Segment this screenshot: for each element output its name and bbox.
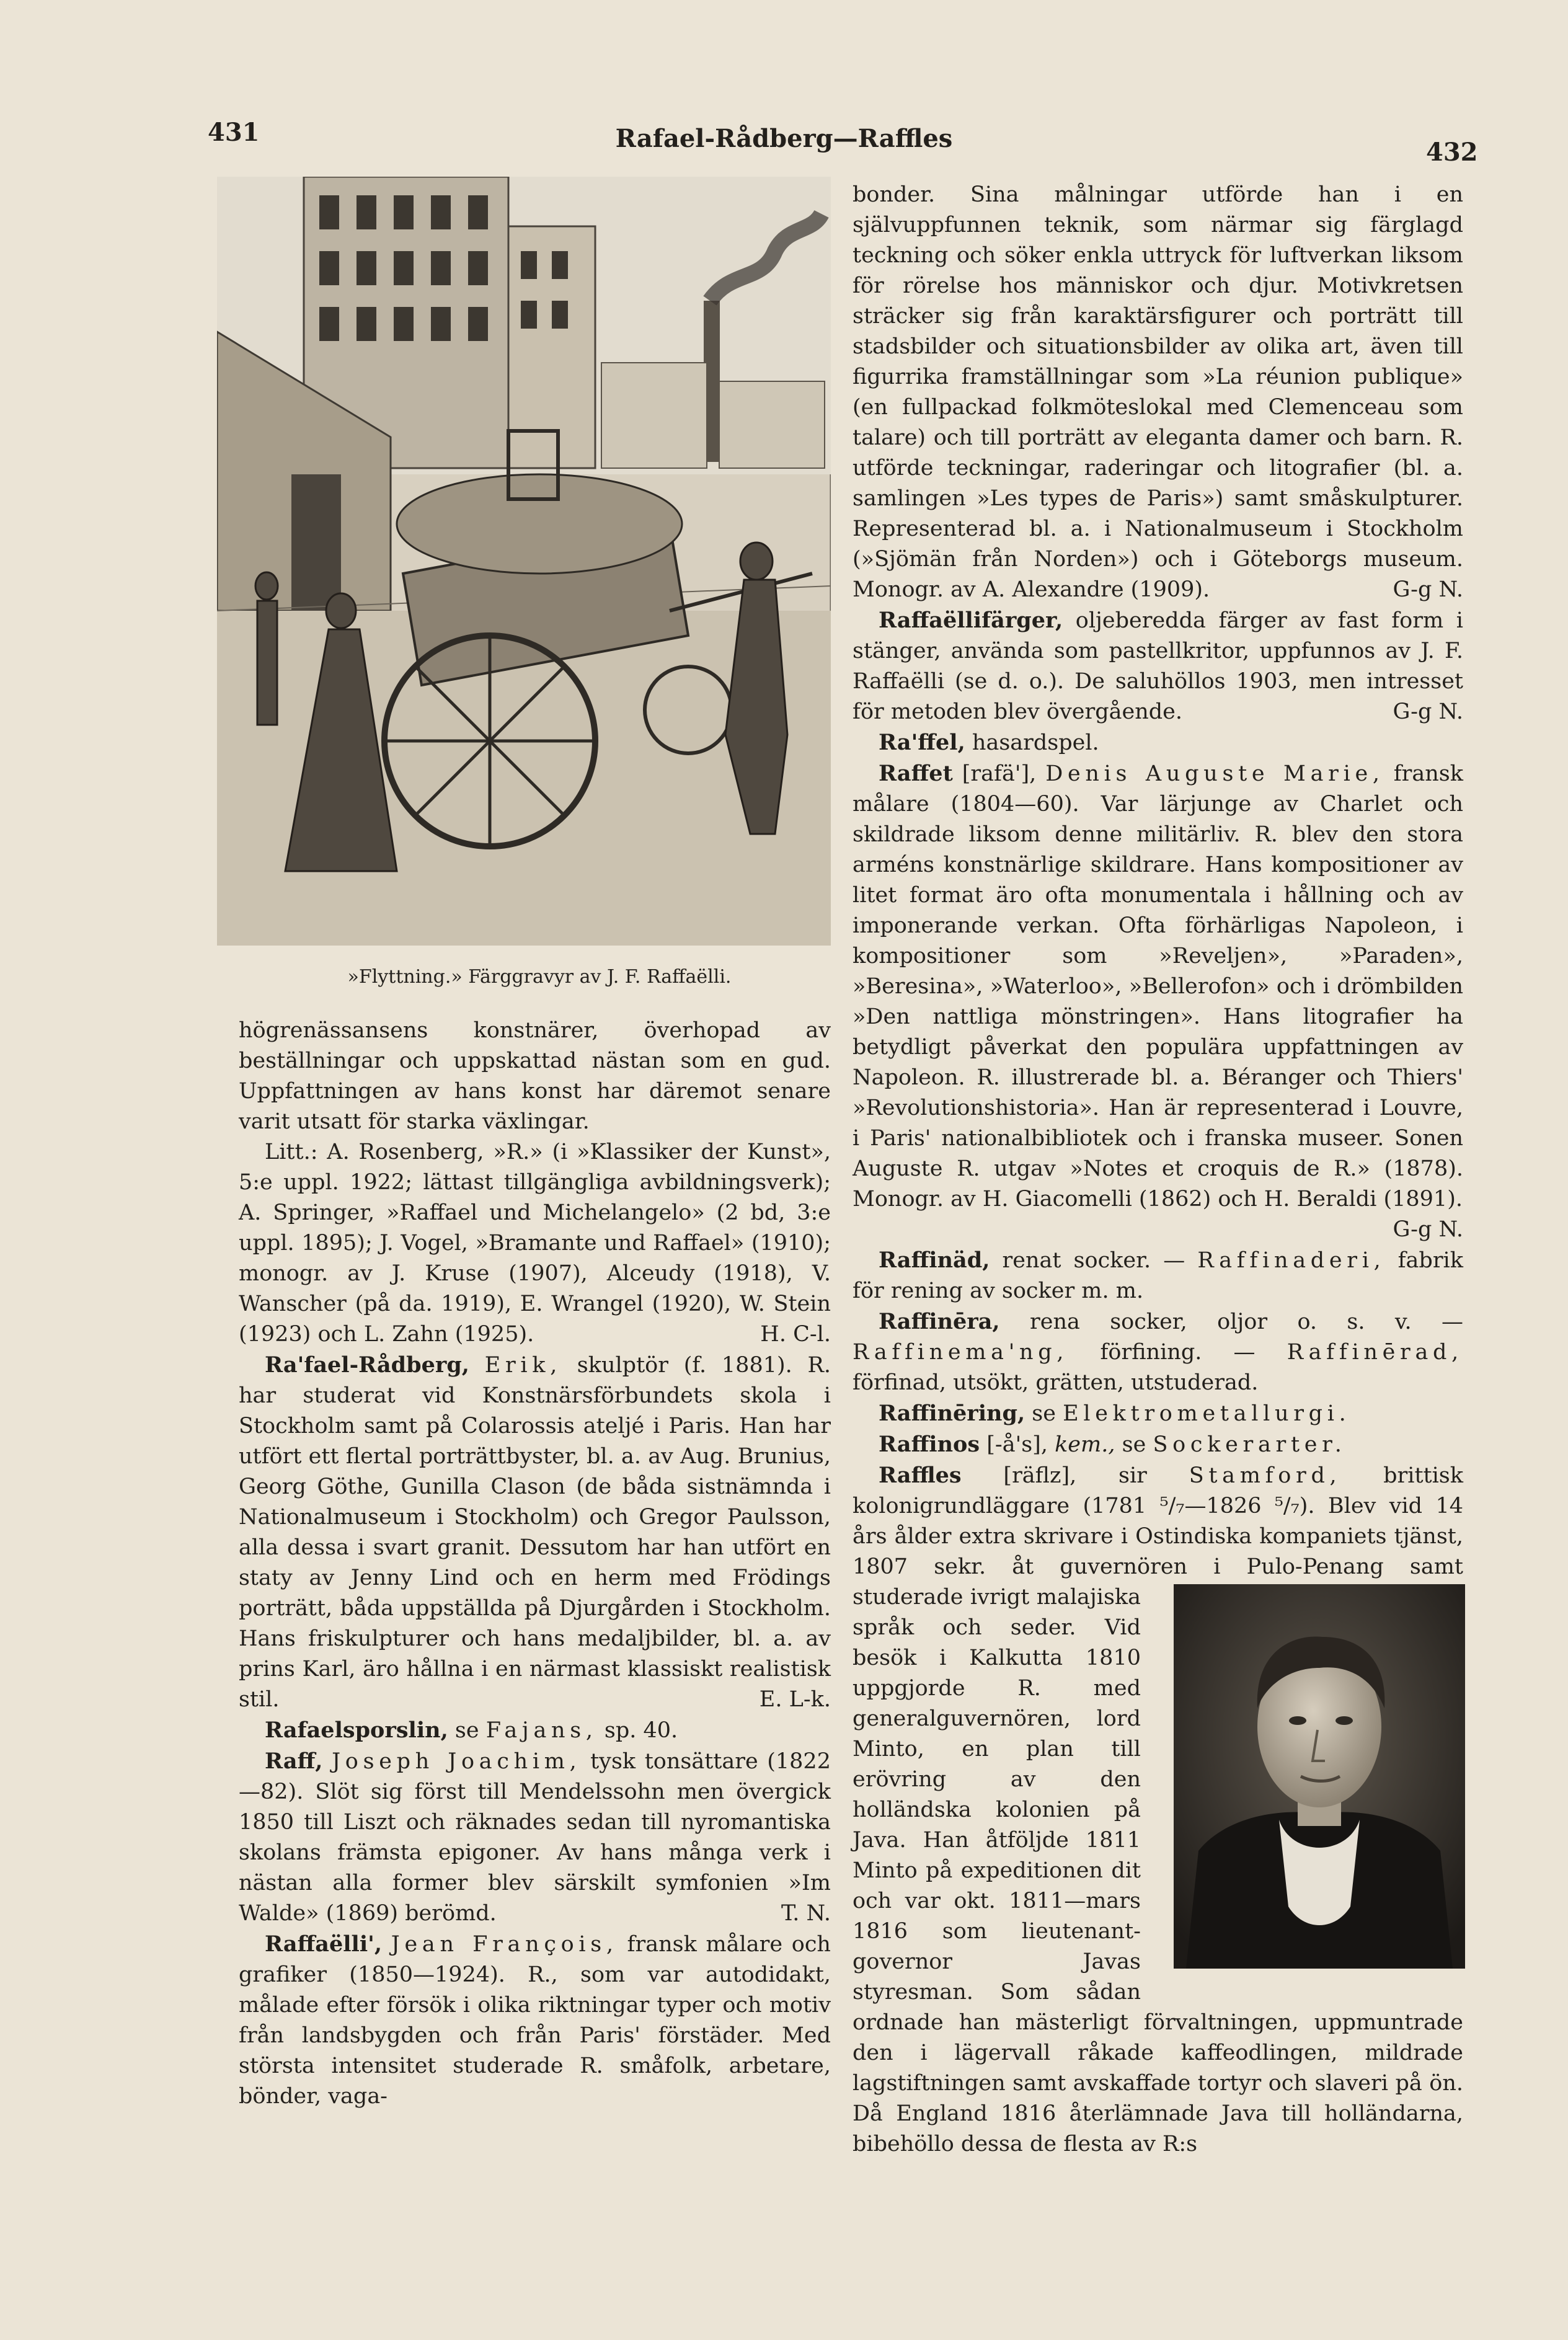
headword: Raffet	[879, 761, 953, 786]
entry-raffinera	[853, 1306, 1463, 1398]
entry-raffinad	[853, 1245, 1463, 1306]
entry-text: fransk målare och grafiker (1850—1924). R., som var autodidakt, målade efter försök i olika riktningar typer och motiv från landsbygden och från Paris' förstäder. Med största intensitet studerade R. småfolk, arbetare, bönder, vaga-	[239, 1932, 831, 2109]
entry-text: rena socker, oljor o. s. v. —	[1030, 1310, 1463, 1334]
person-name: Joseph Joachim,	[332, 1749, 582, 1774]
entry-text: hasardspel.	[972, 730, 1099, 755]
running-head: Rafael-Rådberg—Raffles	[615, 124, 953, 153]
headword: Ra'ffel,	[879, 730, 965, 755]
pronunciation: [-å's],	[986, 1432, 1048, 1457]
person-name: Denis Auguste Marie,	[1045, 761, 1384, 786]
entry-raffet	[853, 758, 1463, 1242]
entry-text: sp. 40.	[604, 1718, 678, 1743]
entry-text: oljeberedda färger av fast form i stänger, använda som pastellkritor, uppfunnos av J. F. Raffaëlli (se d. o.). De saluhöllos 1903, men intresset för metoden blev övergående.	[853, 608, 1463, 724]
cross-reference: Sockerarter.	[1153, 1432, 1347, 1457]
cross-reference: Raffinērad,	[1287, 1340, 1463, 1365]
headword: Raffinäd,	[879, 1248, 990, 1273]
entry-text: brittisk kolonigrundläggare (1781 ⁵/₇—1826 ⁵/₇). Blev vid 14 års ålder extra skrivare i Ostindiska kompaniets tjänst, 1807 sekr. åt guvernören i Pulo-Penang samt studerade ivrigt malajiska språk och seder. Vid besök i Kalkutta 1810 uppgjorde R. med generalguvernören, lord Minto, en plan till erövring av den holländska kolonien på Java. Han åtföljde 1811 Minto på expeditionen dit och var okt. 1811—mars 1816 som lieutenant-governor Javas styresman. Som sådan ordnade han mästerligt förvaltningen, uppmuntrade den i lägervall råkade kaffeodlingen, mildrade lagstiftningen samt avskaffade tortyr och slaveri på ön. Då England 1816 återlämnade Java till holländarna, bibehöllo dessa de flesta av R:s	[853, 1463, 1463, 2156]
entry-text: fabrik för rening av socker m. m.	[853, 1248, 1463, 1303]
left-column	[239, 1016, 831, 2112]
entry-rafael-radberg	[239, 1350, 831, 1715]
street-scene-illustration	[217, 177, 831, 946]
signature: G-g N.	[1393, 577, 1463, 602]
headword: Raffinēring,	[879, 1401, 1025, 1426]
headword: Raffaëlli',	[265, 1931, 383, 1957]
person-name: Jean François,	[391, 1932, 618, 1957]
entry-text: fransk målare (1804—60). Var lärjunge av Charlet och skildrade liksom denne militärliv. R. blev den stora arméns konstnärlige skildrare. Hans kompositioner av litet format äro ofta monumentala i hållning och av imponerande verkan. Ofta förhärligas Napoleon, i kompositioner som »Reveljen», »Paraden», »Beresina», »Waterloo», »Bellerofon» och i drömbilden »Den nattliga mönstringen». Hans litografier ha betydligt påverkat den populära uppfattningen av Napoleon. R. illustrerade bl. a. Béranger och Thiers' »Revolutionshistoria». Han är representerad i Louvre, i Paris' nationalbibliotek och i franska museer. Sonen Auguste R. utgav »Notes et croquis de R.» (1878). Monogr. av H. Giacomelli (1862) och H. Beraldi (1891).	[853, 761, 1463, 1212]
entry-raff	[239, 1746, 831, 1929]
literature-paragraph	[239, 1137, 831, 1350]
headword: Rafaelsporslin,	[265, 1717, 448, 1743]
entry-text: se	[454, 1718, 479, 1743]
entry-raffaelli	[239, 1929, 831, 2112]
page-number-left: 431	[208, 118, 260, 147]
cross-reference: Raffinaderi,	[1197, 1248, 1386, 1273]
entry-text: se	[1122, 1432, 1146, 1457]
pronunciation: [rafä'],	[962, 761, 1037, 786]
subject-abbreviation: kem.,	[1055, 1432, 1115, 1457]
headword: Ra'fael-Rådberg,	[265, 1352, 469, 1378]
person-name: Erik,	[484, 1353, 562, 1378]
person-name: Stamford,	[1189, 1463, 1342, 1488]
entry-raffinos	[853, 1429, 1463, 1460]
signature: T. N.	[781, 1901, 831, 1926]
headword: Raffinos	[879, 1432, 980, 1457]
entry-continuation	[853, 180, 1463, 605]
signature: E. L-k.	[759, 1687, 831, 1712]
signature: G-g N.	[1393, 1217, 1463, 1242]
entry-text: se	[1032, 1401, 1056, 1426]
entry-text: renat socker. —	[1002, 1248, 1185, 1273]
entry-rafaelsporslin	[239, 1715, 831, 1746]
figure-caption: »Flyttning.» Färggravyr av J. F. Raffaëlli.	[347, 966, 732, 988]
headword: Raff,	[265, 1748, 323, 1774]
pronunciation: [räflz], sir	[1003, 1463, 1147, 1488]
entry-text: förfinad, utsökt, grätten, utstuderad.	[853, 1370, 1259, 1395]
headword: Raffinēra,	[879, 1309, 1000, 1334]
cross-reference: Elektrometallurgi.	[1063, 1401, 1351, 1426]
entry-text: bonder. Sina målningar utförde han i en självuppfunnen teknik, som närmar sig färglagd teckning och söker enkla uttryck för luftverkan liksom för rörelse hos människor och djur. Motivkretsen sträcker sig från karaktärsfigurer och porträtt till stadsbilder och situationsbilder av olika art, även till figurrika framställningar som »La réunion publique» (en fullpackad folkmöteslokal med Clemenceau som talare) och till porträtt av eleganta damer och barn. R. utförde teckningar, raderingar och litografier (bl. a. samlingen »Les types de Paris») samt småskulpturer. Representerad bl. a. i Nationalmuseum i Stockholm (»Sjömän från Norden») och i Göteborgs museum. Monogr. av A. Alexandre (1909).	[853, 182, 1463, 602]
entry-text: tysk tonsättare (1822—82). Slöt sig först till Mendelssohn men övergick 1850 till Liszt och räknades sedan till nyromantiska skolans främsta epigoner. Av hans många verk i nästan alla former blev särskilt symfonien »Im Walde» (1869) berömd.	[239, 1749, 831, 1926]
cross-reference: Fajans,	[485, 1718, 598, 1743]
literature-text: Litt.: A. Rosenberg, »R.» (i »Klassiker der Kunst», 5:e uppl. 1922; lättast tillgängliga avbildningsverk); A. Springer, »Raffael und Michelangelo» (2 bd, 3:e uppl. 1895); J. Vogel, »Bramante und Raffael» (1910); monogr. av J. Kruse (1907), Alceudy (1918), V. Wanscher (på da. 1919), E. Wrangel (1920), W. Stein (1923) och L. Zahn (1925).	[239, 1140, 831, 1347]
entry-raffinering	[853, 1398, 1463, 1429]
entry-continuation: högrenässansens konstnärer, överhopad av beställningar och uppskattad nästan som en gud. Uppfattningen av hans konst har däremot senare varit utsatt för starka växlingar.	[239, 1018, 831, 1134]
headword: Raffaëllifärger,	[879, 608, 1063, 633]
cross-reference: Raffinema'ng,	[853, 1340, 1069, 1365]
entry-raffel	[853, 727, 1463, 758]
signature: G-g N.	[1393, 699, 1463, 724]
page-number-right: 432	[1426, 138, 1478, 167]
entry-text: förfining. —	[1100, 1340, 1256, 1365]
entry-raffaellifarger	[853, 605, 1463, 727]
signature: H. C-l.	[760, 1322, 831, 1347]
headword: Raffles	[879, 1463, 962, 1488]
raffles-portrait	[1174, 1584, 1465, 1969]
entry-text: skulptör (f. 1881). R. har studerat vid Konstnärsförbundets skola i Stockholm samt på Colarossis ateljé i Paris. Han har utfört ett flertal porträttbyster, bl. a. av Aug. Brunius, Georg Göthe, Gunilla Clason (de båda sistnämnda i Nationalmuseum i Stockholm) och Gregor Paulsson, alla dessa i svart granit. Dessutom har han utfört en staty av Jenny Lind och en herm med Frödings porträtt, båda uppställda på Djurgården i Stockholm. Hans friskulpturer och hans medaljbilder, bl. a. av prins Karl, äro hållna i en närmast klassiskt realistisk stil.	[239, 1353, 831, 1712]
